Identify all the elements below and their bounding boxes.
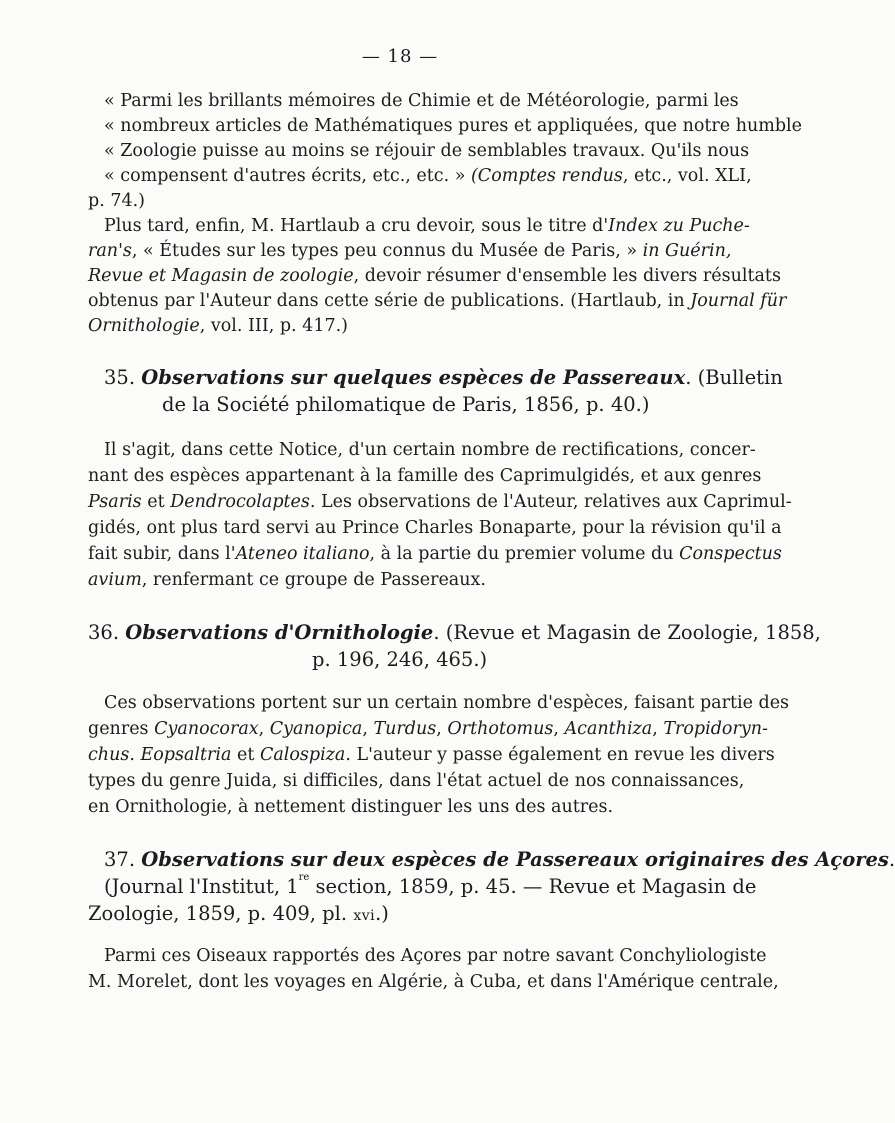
comptes-rendus-title: (Comptes rendus xyxy=(470,166,623,186)
genus-acanthiza: Acanthiza xyxy=(564,719,653,739)
entry-36-number: 36. xyxy=(88,621,120,644)
plate-number: xvi xyxy=(353,908,376,924)
genus-turdus: Turdus xyxy=(373,719,437,739)
entry-35-heading xyxy=(104,364,783,392)
index-title-end: ran's xyxy=(88,241,132,261)
hartlaub-line-2 xyxy=(88,238,732,264)
hartlaub-line-1-text: Plus tard, enfin, M. Hartlaub a cru devoir, sous le titre d' xyxy=(104,216,609,236)
entry-36-line-1: Ces observations portent sur un certain nombre d'espèces, faisant partie des xyxy=(104,693,790,713)
entry-37-heading xyxy=(104,846,895,874)
entry-36-line-3: chus. Eopsaltria et Calospiza. L'auteur y passe également en revue les divers xyxy=(88,745,775,765)
quote-line-4 xyxy=(104,163,752,189)
hartlaub-line-5 xyxy=(88,313,700,339)
genus-psaris: Psaris xyxy=(88,492,142,512)
entry-36-line-2: genres Cyanocorax, Cyanopica, Turdus, Orthotomus, Acanthiza, Tropidoryn- xyxy=(88,719,768,739)
genus-tropidorynchus-end: chus xyxy=(88,745,130,765)
hartlaub-line-1 xyxy=(104,213,750,239)
genus-eopsaltria: Eopsaltria xyxy=(140,745,232,765)
entry-35-source-2: de la Société philomatique de Paris, 1856, p. 40.) xyxy=(162,393,650,416)
hartlaub-line-2-text: , « Études sur les types peu connus du Musée de Paris, » xyxy=(131,241,643,261)
entry-37-line-1: Parmi ces Oiseaux rapportés des Açores par notre savant Conchyliologiste xyxy=(104,946,767,966)
hartlaub-line-4 xyxy=(88,288,787,314)
entry-37-number: 37. xyxy=(104,848,136,871)
entry-36-heading xyxy=(88,619,821,647)
quote-page-reference: p. 74.) xyxy=(88,191,145,211)
conspectus-title: Conspectus xyxy=(679,544,782,564)
genus-cyanopica: Cyanopica xyxy=(269,719,363,739)
entry-36-source-2: p. 196, 246, 465.) xyxy=(312,648,488,671)
entry-36-line-4: types du genre Juida, si difficiles, dans l'état actuel de nos connaissances, xyxy=(88,771,745,791)
entry-35-line-1: Il s'agit, dans cette Notice, d'un certain nombre de rectifications, concer- xyxy=(104,440,756,460)
entry-36-line-3-text: . L'auteur y passe également en revue les divers xyxy=(345,745,775,765)
quote-line-3: « Zoologie puisse au moins se réjouir de semblables travaux. Qu'ils nous xyxy=(104,141,750,161)
quote-line-4-text: « compensent d'autres écrits, etc., etc. » xyxy=(104,166,471,186)
hartlaub-line-4-text: obtenus par l'Auteur dans cette série de publications. (Hartlaub, in xyxy=(88,291,691,311)
avium-title: avium xyxy=(88,570,142,590)
entry-37-source-1-end: section, 1859, p. 45. — Revue et Magasin de xyxy=(309,875,757,898)
entry-36-line-2-start: genres xyxy=(88,719,155,739)
entry-36-source-1: . (Revue et Magasin de Zoologie, 1858, xyxy=(433,621,821,644)
hartlaub-line-3 xyxy=(88,263,781,289)
comptes-rendus-reference: , etc., vol. XLI, xyxy=(622,166,752,186)
entry-37-source-1-start: (Journal l'Institut, 1 xyxy=(104,875,299,898)
entry-37-source-1 xyxy=(104,872,757,901)
journal-title: Journal für xyxy=(690,291,787,311)
entry-37-title-end: . xyxy=(888,848,895,871)
guerin-reference: in Guérin, xyxy=(642,241,732,261)
hartlaub-line-3-text: , devoir résumer d'ensemble les divers résultats xyxy=(353,266,781,286)
entry-35-line-3 xyxy=(88,489,792,515)
ornithologie-title: Ornithologie xyxy=(88,316,200,336)
revue-title: Revue et Magasin de zoologie xyxy=(88,266,354,286)
entry-35-source-1: . (Bulletin xyxy=(685,366,783,389)
entry-36-title: Observations d'Ornithologie xyxy=(125,621,434,644)
quote-line-1: « Parmi les brillants mémoires de Chimie et de Météorologie, parmi les xyxy=(104,91,739,111)
ateneo-title: Ateneo italiano xyxy=(235,544,370,564)
entry-36-line-5: en Ornithologie, à nettement distinguer les uns des autres. xyxy=(88,797,614,817)
entry-37-source-2-end: .) xyxy=(375,902,389,925)
entry-37-line-2: M. Morelet, dont les voyages en Algérie, à Cuba, et dans l'Amérique centrale, xyxy=(88,972,779,992)
quote-line-2: « nombreux articles de Mathématiques pures et appliquées, que notre humble xyxy=(104,116,803,136)
genus-cyanocorax: Cyanocorax xyxy=(154,719,259,739)
entry-35-line-5 xyxy=(88,541,782,567)
entry-35-line-2: nant des espèces appartenant à la famille des Caprimulgidés, et aux genres xyxy=(88,466,762,486)
genus-orthotomus: Orthotomus xyxy=(447,719,554,739)
entry-35-number: 35. xyxy=(104,366,136,389)
entry-35-line-5-middle: , à la partie du premier volume du xyxy=(369,544,680,564)
entry-35-line-4: gidés, ont plus tard servi au Prince Charles Bonaparte, pour la révision qu'il a xyxy=(88,518,782,538)
hartlaub-line-5-text: , vol. III, p. 417.) xyxy=(199,316,348,336)
genus-dendrocolaptes: Dendrocolaptes xyxy=(170,492,310,512)
entry-35-line-6-text: , renfermant ce groupe de Passereaux. xyxy=(141,570,486,590)
entry-35-title: Observations sur quelques espèces de Passereaux xyxy=(141,366,686,389)
genus-conjunction: et xyxy=(141,492,171,512)
entry-35-line-6 xyxy=(88,567,700,593)
entry-37-title: Observations sur deux espèces de Passereaux originaires des Açores xyxy=(141,848,889,871)
first-section-superscript: re xyxy=(298,872,310,883)
genus-calospiza: Calospiza xyxy=(259,745,346,765)
entry-37-source-2 xyxy=(88,900,700,930)
genus-tropidorynchus-start: Tropidoryn- xyxy=(663,719,768,739)
entry-35-line-5-start: fait subir, dans l' xyxy=(88,544,236,564)
entry-35-line-3-text: . Les observations de l'Auteur, relatives aux Caprimul- xyxy=(309,492,792,512)
index-title: Index zu Puche- xyxy=(608,216,750,236)
page-number: — 18 — xyxy=(361,46,439,67)
entry-37-source-2-start: Zoologie, 1859, p. 409, pl. xyxy=(88,902,354,925)
